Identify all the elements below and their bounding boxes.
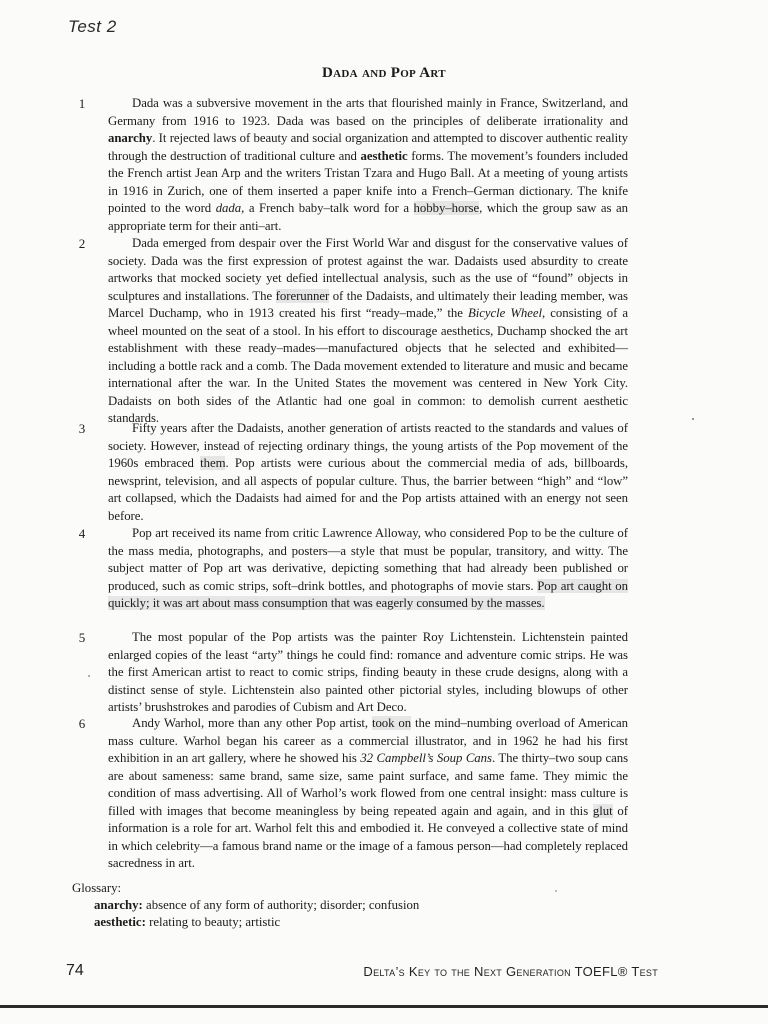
glossary-definition: absence of any form of authority; disorder; confusion [146, 898, 420, 912]
paragraph-text: Andy Warhol, more than any other Pop artist, took on the mind–numbing overload of American mass culture. Warhol began his career as a commercial illustrator, and in 1962 he had his first exhibition in an art gallery, where he showed his 32 Campbell’s Soup Cans. The thirty–two soup cans are about sameness: same brand, same size, same paint surface, and same fame. They mimic the condition of mass advertising. All of Warhol’s work flowed from one central insight: mass culture is filled with images that become meaningless by being repeated again and again, and in this glut of information is a role for art. Warhol felt this and embodied it. He conveyed a collective state of mind in which celebrity—a famous brand name or the image of a famous person—had completely replaced sacredness in art. [108, 716, 629, 870]
paragraph-number: 3 [78, 421, 86, 436]
glossary-entry [94, 914, 632, 931]
running-head: Test 2 [68, 17, 117, 36]
scan-speck [692, 418, 694, 420]
glossary [72, 880, 632, 931]
glossary-entry [94, 897, 632, 914]
glossary-term: anarchy: [94, 898, 143, 912]
page-number: 74 [66, 962, 84, 979]
paragraph-text: Dada emerged from despair over the First World War and disgust for the conservative values of society. Dada was the first expression of protest against the war. Dadaists used absurdity to create artworks that mocked society yet defied intellectual analysis, such as the use of “found” objects in sculptures and installations. The forerunner of the Dadaists, and ultimately their leading member, was Marcel Duchamp, who in 1913 created his first “ready–made,” the Bicycle Wheel, consisting of a wheel mounted on the seat of a stool. In his effort to discourage aesthetics, Duchamp shocked the art establishment with these ready–mades—manufactured objects that he selected and exhibited—including a bottle rack and a comb. The Dada movement extended to literature and music and became international after the war. In the United States the movement was centered in New York City. Dadaists on both sides of the Atlantic had one goal in common: to demolish current aesthetic standards. [108, 236, 628, 425]
glossary-heading: Glossary: [72, 881, 122, 895]
paragraph-number: 1 [78, 96, 86, 111]
paragraph-text: The most popular of the Pop artists was the painter Roy Lichtenstein. Lichtenstein painted enlarged copies of the least “arty” things he could find: romance and adventure comic strips. He was the first American artist to react to comic strips, finding beauty in these crude designs, along with a distinct sense of style. Lichtenstein also painted other pictorial styles, including blowups of other artists’ brushstrokes and parodies of Cubism and Art Deco. [108, 630, 628, 714]
paragraph-number: 2 [78, 236, 86, 251]
scan-speck [555, 890, 557, 892]
bottom-rule [0, 1005, 768, 1008]
paragraph-number: 5 [78, 630, 86, 645]
paragraph-number: 4 [78, 526, 86, 541]
article-title: Dada and Pop Art [322, 65, 446, 81]
glossary-definition: relating to beauty; artistic [149, 915, 281, 929]
paragraph-number: 6 [78, 716, 86, 731]
paragraph-text: Dada was a subversive movement in the arts that flourished mainly in France, Switzerland, and Germany from 1916 to 1923. Dada was based on the principles of deliberate irrationality and anarchy. It rejected laws of beauty and social organization and attempted to discover authentic reality through the destruction of traditional culture and aesthetic forms. The movement’s founders included the French artist Jean Arp and the writers Tristan Tzara and Hugo Ball. At a meeting of young artists in 1916 in Zurich, one of them inserted a paper knife into a French–German dictionary. The knife pointed to the word dada, a French baby–talk word for a hobby–horse, which the group saw as an appropriate term for their anti–art. [108, 96, 628, 233]
paragraph-text: Fifty years after the Dadaists, another generation of artists reacted to the standards and values of society. However, instead of rejecting ordinary things, the young artists of the Pop movement of the 1960s embraced them. Pop artists were curious about the commercial media of ads, billboards, newsprint, television, and all aspects of popular culture. Thus, the barrier between “high” and “low” art collapsed, which the Dadaists had aimed for and the Pop artists attained with an energy not seen before. [108, 421, 628, 523]
scan-speck [88, 675, 90, 677]
glossary-term: aesthetic: [94, 915, 146, 929]
book-title: Delta’s Key to the Next Generation TOEFL® Test [363, 964, 658, 979]
paragraph-text: Pop art received its name from critic Lawrence Alloway, who considered Pop to be the culture of the mass media, photographs, and posters—a style that must be popular, transitory, and witty. The subject matter of Pop art was derivative, depicting something that had already been published or produced, such as comic strips, soft–drink bottles, and photographs of movie stars. Pop art caught on quickly; it was art about mass consumption that was eagerly consumed by the masses. [108, 526, 628, 610]
